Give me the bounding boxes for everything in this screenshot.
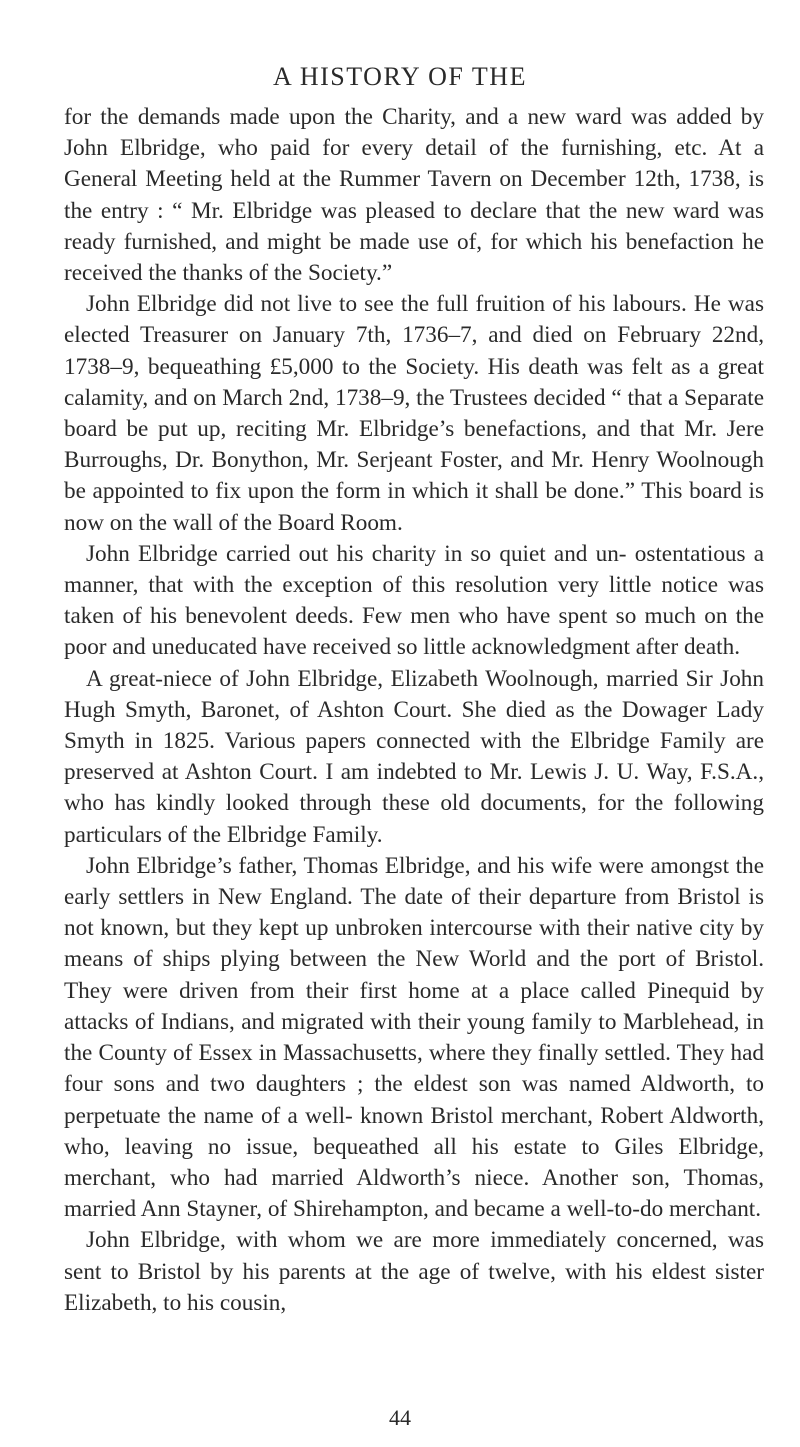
- paragraph-continued: for the demands made upon the Charity, and a new ward was added by John Elbridge, who paid for every detail of the furnishing, etc. At a General Meeting held at the Rummer Tavern on December 12th, 1738, is the entry : “ Mr. Elbridge was pleased to declare that the new ward was ready furnished, and might be made use of, for which his benefaction he received the thanks of the Society.”: [64, 104, 764, 287]
- body-text: [64, 102, 764, 1319]
- paragraph: A great-niece of John Elbridge, Elizabeth Woolnough, married Sir John Hugh Smyth, Baronet, of Ashton Court. She died as the Dowager Lady Smyth in 1825. Various papers connected with the Elbridge Family are preserved at Ashton Court. I am indebted to Mr. Lewis J. U. Way, F.S.A., who has kindly looked through these old documents, for the following particulars of the Elbridge Family.: [64, 665, 764, 848]
- page-number: 44: [389, 1405, 411, 1430]
- running-head: A HISTORY OF THE: [273, 62, 527, 91]
- paragraph: John Elbridge did not live to see the full fruition of his labours. He was elected Treasurer on January 7th, 1736–7, and died on February 22nd, 1738–9, bequeathing £5,000 to the Society. His death was felt as a great calamity, and on March 2nd, 1738–9, the Trustees decided “ that a Separate board be put up, reciting Mr. Elbridge’s benefactions, and that Mr. Jere Burroughs, Dr. Bonython, Mr. Serjeant Foster, and Mr. Henry Woolnough be appointed to fix upon the form in which it shall be done.” This board is now on the wall of the Board Room.: [64, 291, 764, 536]
- paragraph: John Elbridge, with whom we are more immediately concerned, was sent to Bristol by his parents at the age of twelve, with his eldest sister Elizabeth, to his cousin,: [64, 1227, 764, 1316]
- paragraph: John Elbridge’s father, Thomas Elbridge, and his wife were amongst the early settlers in New England. The date of their departure from Bristol is not known, but they kept up unbroken intercourse with their native city by means of ships plying between the New World and the port of Bristol. They were driven from their first home at a place called Pinequid by attacks of Indians, and migrated with their young family to Marblehead, in the County of Essex in Massachusetts, where they finally settled. They had four sons and two daughters ; the eldest son was named Aldworth, to perpetuate the name of a well- known Bristol merchant, Robert Aldworth, who, leaving no issue, bequeathed all his estate to Giles Elbridge, merchant, who had married Aldworth’s niece. Another son, Thomas, married Ann Stayner, of Shirehampton, and became a well-to-do merchant.: [64, 852, 764, 1223]
- paragraph: John Elbridge carried out his charity in so quiet and un- ostentatious a manner, that with the exception of this resolution very little notice was taken of his benevolent deeds. Few men who have spent so much on the poor and uneducated have received so little acknowledgment after death.: [64, 540, 764, 661]
